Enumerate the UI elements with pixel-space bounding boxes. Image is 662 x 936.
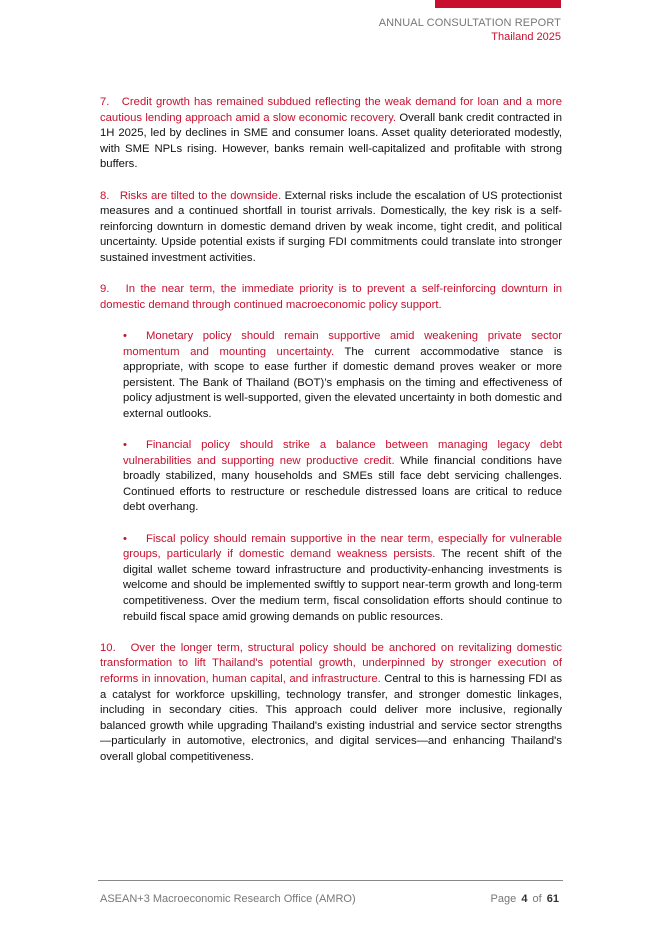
paragraph-body: External risks include the escalation of US protectionist measures and a continued shortfall in tourist arrivals. Domestically, the key risk is a self-reinforcing downturn in domestic demand driven by weak income, tight credit, and political uncertainty. Upside potential exists if surging FDI commitments could translate into stronger sustained investment activities. <box>100 189 563 264</box>
bullet-highlight: Monetary policy should remain supportive amid weakening private sector momentum and mounting uncertainty. <box>123 329 562 358</box>
bullet-monetary-policy <box>123 329 562 423</box>
footer-organization: ASEAN+3 Macroeconomic Research Office (AMRO) <box>100 893 356 905</box>
total-pages: 61 <box>546 893 559 905</box>
bullet-icon: • <box>123 532 127 545</box>
bullet-body: The recent shift of the digital wallet scheme toward infrastructure and productivity-enhancing investments is welcome and should be implemented swiftly to support near-term growth and long-term competitiveness. Over the medium term, fiscal consolidation efforts should continue to rebuild fiscal space amid growing demands on public resources. <box>123 548 563 623</box>
paragraph-body: Overall bank credit contracted in 1H 2025, led by declines in SME and consumer loans. Asset quality deteriorated modestly, with SME NPLs rising. However, banks remain well-capitalized and profitable with strong buffers. <box>100 111 563 171</box>
paragraph-number: 9. <box>100 283 110 296</box>
report-subtitle: Thailand 2025 <box>491 31 561 43</box>
footer-divider <box>98 880 563 881</box>
paragraph-body: Central to this is harnessing FDI as a catalyst for workforce upskilling, technology transfer, and stronger domestic linkages, including in secondary cities. This approach could deliver more inclusive, regionally balanced growth while upgrading Thailand's existing industrial and service sector strengths—particularly in automotive, electronics, and digital services—and enhancing Thailand's overall global competitiveness. <box>100 672 562 763</box>
bullet-fiscal-policy <box>123 532 562 626</box>
bullet-highlight: Financial policy should strike a balance between managing legacy debt vulnerabilities and supporting new productive credit. <box>123 439 562 467</box>
paragraph-highlight: Credit growth has remained subdued reflecting the weak demand for loan and a more cautious lending approach amid a slow economic recovery. <box>100 96 562 124</box>
page-header <box>379 16 561 44</box>
of-label: of <box>532 893 542 905</box>
page-body <box>100 95 562 781</box>
paragraph-9 <box>100 282 562 313</box>
paragraph-highlight: Risks are tilted to the downside. <box>119 189 282 202</box>
paragraph-7 <box>100 95 562 173</box>
page-label: Page <box>490 893 517 905</box>
bullet-body: While financial conditions have broadly stabilized, many households and SMEs still face debt servicing challenges. Continued efforts to restructure or reschedule distressed loans are critical to reduce debt overhang. <box>123 454 563 514</box>
page-number: 4 <box>521 893 528 905</box>
bullet-highlight: Fiscal policy should remain supportive in the near term, especially for vulnerable groups, particularly if domestic demand weakness persists. <box>123 532 562 561</box>
bullet-financial-policy <box>123 438 562 516</box>
paragraph-8 <box>100 189 562 267</box>
paragraph-10 <box>100 641 562 766</box>
paragraph-number: 10. <box>100 641 116 654</box>
page-indicator <box>491 893 561 905</box>
paragraph-highlight: Over the longer term, structural policy should be anchored on revitalizing domestic transformation to lift Thailand's potential growth, underpinned by stronger execution of reforms in innovation, human capital, and infrastructure. <box>100 641 562 685</box>
paragraph-number: 8. <box>100 189 110 202</box>
bullet-body: The current accommodative stance is appropriate, with scope to ease further if domestic demand proves weaker or more persistent. The Bank of Thailand (BOT)’s emphasis on the timing and effectiveness of policy adjustment is well-supported, given the elevated uncertainty in both domestic and external outlooks. <box>123 345 562 420</box>
report-title: ANNUAL CONSULTATION REPORT <box>378 17 561 29</box>
bullet-icon: • <box>123 439 127 452</box>
bullet-icon: • <box>123 329 127 342</box>
paragraph-number: 7. <box>100 96 110 108</box>
header-accent-bar <box>435 0 561 8</box>
paragraph-highlight: In the near term, the immediate priority is to prevent a self-reinforcing downturn in domestic demand through continued macroeconomic policy support. <box>100 283 562 311</box>
